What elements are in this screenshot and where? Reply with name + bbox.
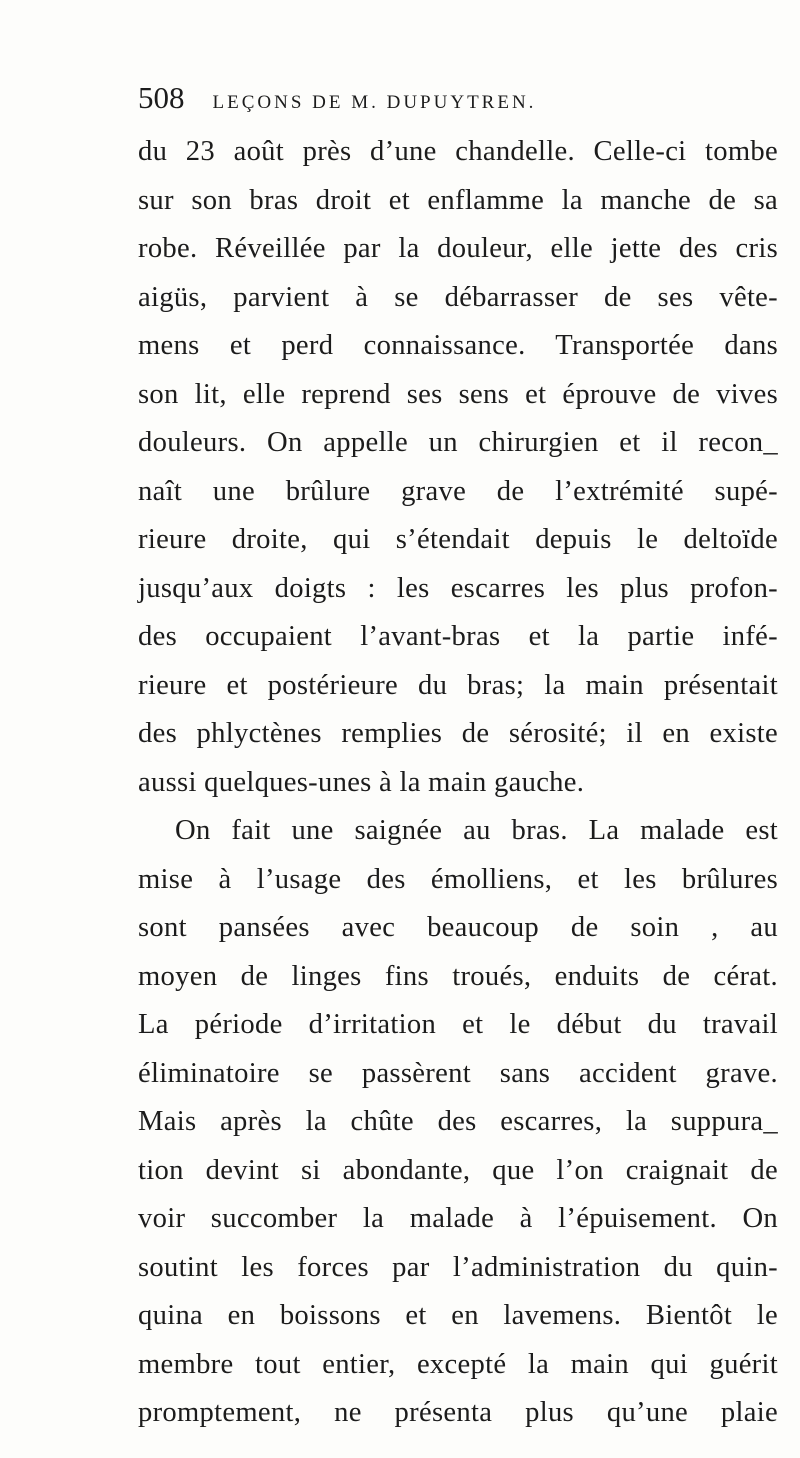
running-head [138, 80, 708, 120]
running-title: LEÇONS DE M. DUPUYTREN. [212, 92, 537, 113]
text-line: sont pansées avec beaucoup de soin , au [138, 912, 778, 943]
text-line: On fait une saignée au bras. La malade est [175, 815, 778, 846]
text-line: éliminatoire se passèrent sans accident grave. [138, 1057, 778, 1089]
text-line: du 23 août près d’une chandelle. Celle-ci tombe [138, 136, 778, 167]
text-line: robe. Réveillée par la douleur, elle jette des cris [138, 233, 778, 264]
page-number: 508 [138, 80, 185, 115]
text-line: membre tout entier, excepté la main qui guérit [138, 1348, 778, 1380]
text-line: promptement, ne présenta plus qu’une plaie [138, 1397, 778, 1428]
text-line: rieure et postérieure du bras; la main présentait [138, 669, 778, 701]
text-line: son lit, elle reprend ses sens et éprouve de vives [138, 378, 778, 410]
text-line: aigüs, parvient à se débarrasser de ses vête- [138, 281, 778, 313]
text-line: La période d’irritation et le début du travail [138, 1009, 778, 1040]
text-line: jusqu’aux doigts : les escarres les plus profon- [138, 572, 778, 604]
text-line: moyen de linges fins troués, enduits de cérat. [138, 960, 778, 992]
text-line: soutint les forces par l’administration du quin- [138, 1251, 778, 1283]
text-line: rieure droite, qui s’étendait depuis le deltoïde [138, 524, 778, 555]
text-line: mise à l’usage des émolliens, et les brûlures [138, 863, 778, 895]
text-line: sur son bras droit et enflamme la manche de sa [138, 184, 778, 216]
text-line: voir succomber la malade à l’épuisement. On [138, 1203, 778, 1234]
text-line: des phlyctènes remplies de sérosité; il en existe [138, 718, 778, 749]
text-line: tion devint si abondante, que l’on craignait de [138, 1154, 778, 1186]
body-text [138, 128, 778, 1438]
text-line: aussi quelques-unes à la main gauche. [138, 766, 585, 798]
text-line: quina en boissons et en lavemens. Bientôt le [138, 1300, 778, 1331]
text-line: Mais après la chûte des escarres, la suppura_ [138, 1106, 778, 1137]
text-line: naît une brûlure grave de l’extrémité supé- [138, 475, 778, 507]
text-line: douleurs. On appelle un chirurgien et il recon_ [138, 427, 778, 458]
text-line: mens et perd connaissance. Transportée dans [138, 330, 778, 361]
text-line: des occupaient l’avant-bras et la partie infé- [138, 621, 778, 652]
